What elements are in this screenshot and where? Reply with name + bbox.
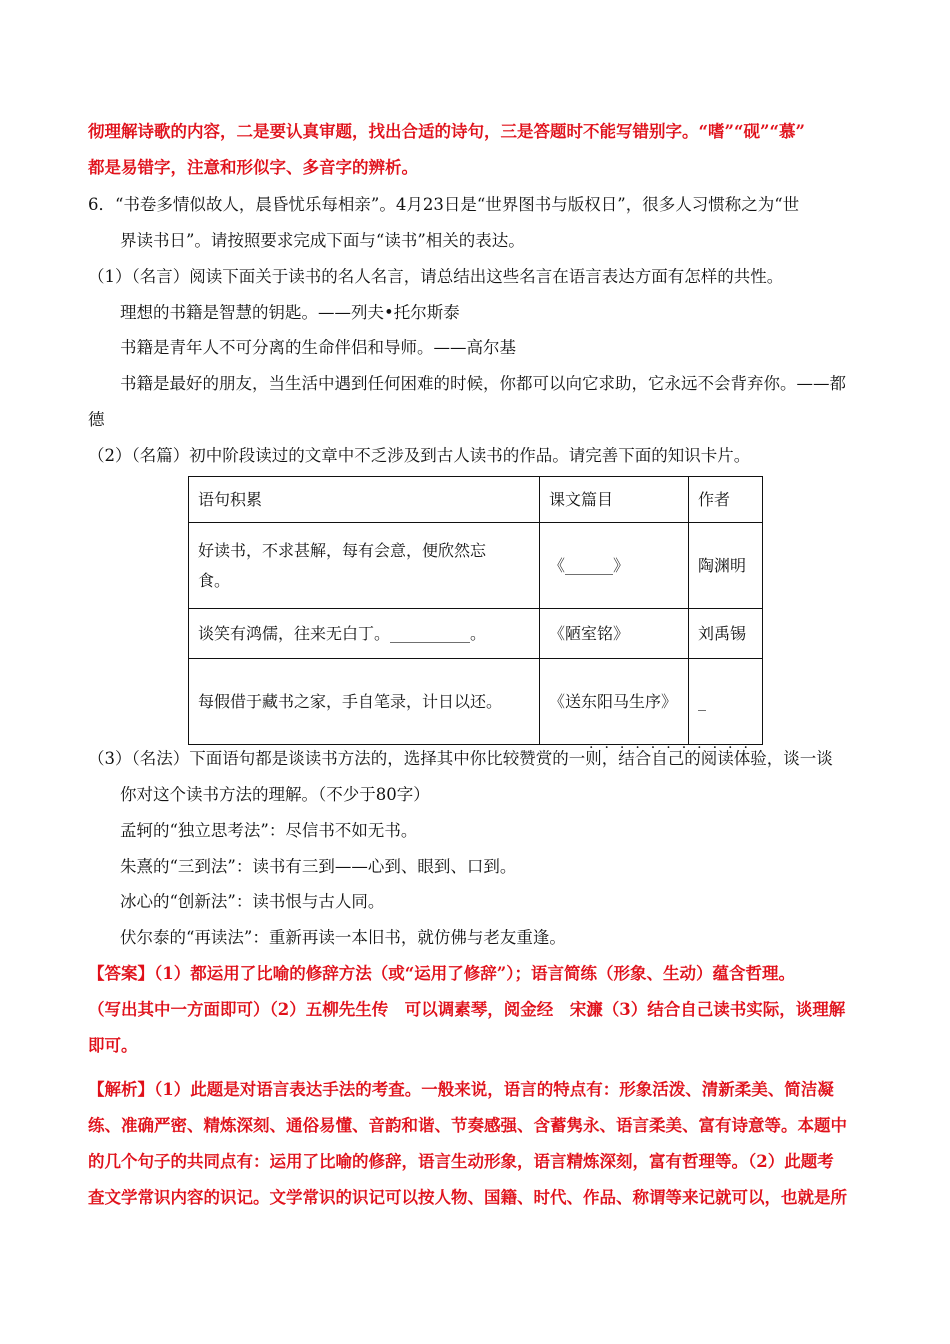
row-3-author[interactable]: _ xyxy=(689,659,763,745)
method-zhuxi: 朱熹的“三到法”：读书有三到——心到、眼到、口到。 xyxy=(120,857,517,876)
method-mengke: 孟轲的“独立思考法”：尽信书不如无书。 xyxy=(120,821,418,840)
answer-line-2: （写出其中一方面即可）（2）五柳先生传 可以调素琴，阅金经 宋濂（3）结合自己读书实际，谈理解 xyxy=(88,1000,846,1019)
row-2-author: 刘禹锡 xyxy=(689,609,763,659)
analysis-line-4: 查文学常识内容的识记。文学常识的识记可以按人物、国籍、时代、作品、称谓等来记就可以，也就是所 xyxy=(88,1188,847,1207)
part-1-title: （1）（名言）阅读下面关于读书的名人名言，请总结出这些名言在语言表达方面有怎样的共性。 xyxy=(88,267,784,286)
analysis-text-1: （1）此题是对语言表达手法的考查。一般来说，语言的特点有：形象活泼、清新柔美、简洁凝 xyxy=(154,1080,834,1099)
table-header-row xyxy=(189,477,763,523)
table-row xyxy=(189,523,763,609)
quote-dude-line-1: 书籍是最好的朋友，当生活中遇到任何困难的时候，你都可以向它求助，它永远不会背弃你。——都 xyxy=(120,374,846,393)
knowledge-card-table xyxy=(188,476,763,745)
intro-line-1: 彻理解诗歌的内容，二是要认真审题，找出合适的诗句，三是答题时不能写错别字。“嗜”“砚”“慕” xyxy=(88,122,805,141)
part-3-line-2: 你对这个读书方法的理解。（不少于80字） xyxy=(120,785,430,804)
analysis-line-2: 练、准确严密、精炼深刻、通俗易懂、音韵和谐、节奏感强、含蓄隽永、语言柔美、富有诗意等。本题中 xyxy=(88,1116,847,1135)
row-3-title: 《送东阳马生序》 xyxy=(540,659,689,745)
row-2-title: 《陋室铭》 xyxy=(540,609,689,659)
answer-text-1: （1）都运用了比喻的修辞方法（或“运用了修辞”）；语言简练（形象、生动）蕴含哲理。 xyxy=(154,964,795,983)
table-row xyxy=(189,609,763,659)
row-1-title[interactable]: 《______》 xyxy=(540,523,689,609)
question-6-line-2: 界读书日”。请按照要求完成下面与“读书”相关的表达。 xyxy=(120,231,525,250)
analysis-line-3: 的几个句子的共同点有：运用了比喻的修辞，语言生动形象，语言精炼深刻，富有哲理等。（2）此题考 xyxy=(88,1152,834,1171)
question-6-line-1: 6．“书卷多情似故人，晨昏忧乐每相亲”。4月23日是“世界图书与版权日”，很多人习惯称之为“世 xyxy=(88,195,800,214)
analysis-line-1 xyxy=(88,1079,834,1101)
method-bingxin: 冰心的“创新法”：读书恨与古人同。 xyxy=(120,892,385,911)
row-1-author: 陶渊明 xyxy=(689,523,763,609)
emphasis-dots: ........... xyxy=(589,736,759,752)
row-1-sentence-a: 好读书，不求甚解，每有会意，便欣然忘 xyxy=(198,540,487,560)
answer-line-1 xyxy=(88,963,795,985)
row-1-sentence-b: 食。 xyxy=(198,570,231,590)
part-3-line-1: （3）（名法）下面语句都是谈读书方法的，选择其中你比较赞赏的一则，结合自己的阅读体验，谈一谈 xyxy=(88,749,833,768)
header-sentence: 语句积累 xyxy=(189,477,540,523)
answer-tag: 【答案】 xyxy=(88,964,154,983)
header-author: 作者 xyxy=(689,477,763,523)
answer-line-3: 即可。 xyxy=(88,1036,138,1055)
row-2-sentence[interactable]: 谈笑有鸿儒，往来无白丁。__________。 xyxy=(189,609,540,659)
quote-dude-line-2: 德 xyxy=(88,410,105,429)
row-3-sentence: 每假借于藏书之家，手自笔录，计日以还。 xyxy=(189,659,540,745)
table-row xyxy=(189,659,763,745)
quote-gorky: 书籍是青年人不可分离的生命伴侣和导师。——高尔基 xyxy=(120,338,516,357)
header-title: 课文篇目 xyxy=(540,477,689,523)
analysis-tag: 【解析】 xyxy=(88,1080,154,1099)
row-1-sentence xyxy=(189,523,540,609)
intro-line-2: 都是易错字，注意和形似字、多音字的辨析。 xyxy=(88,158,418,177)
part-2-title: （2）（名篇）初中阶段读过的文章中不乏涉及到古人读书的作品。请完善下面的知识卡片。 xyxy=(88,446,751,465)
quote-tolstoy: 理想的书籍是智慧的钥匙。——列夫•托尔斯泰 xyxy=(120,303,460,322)
method-voltaire: 伏尔泰的“再读法”：重新再读一本旧书，就仿佛与老友重逢。 xyxy=(120,928,566,947)
